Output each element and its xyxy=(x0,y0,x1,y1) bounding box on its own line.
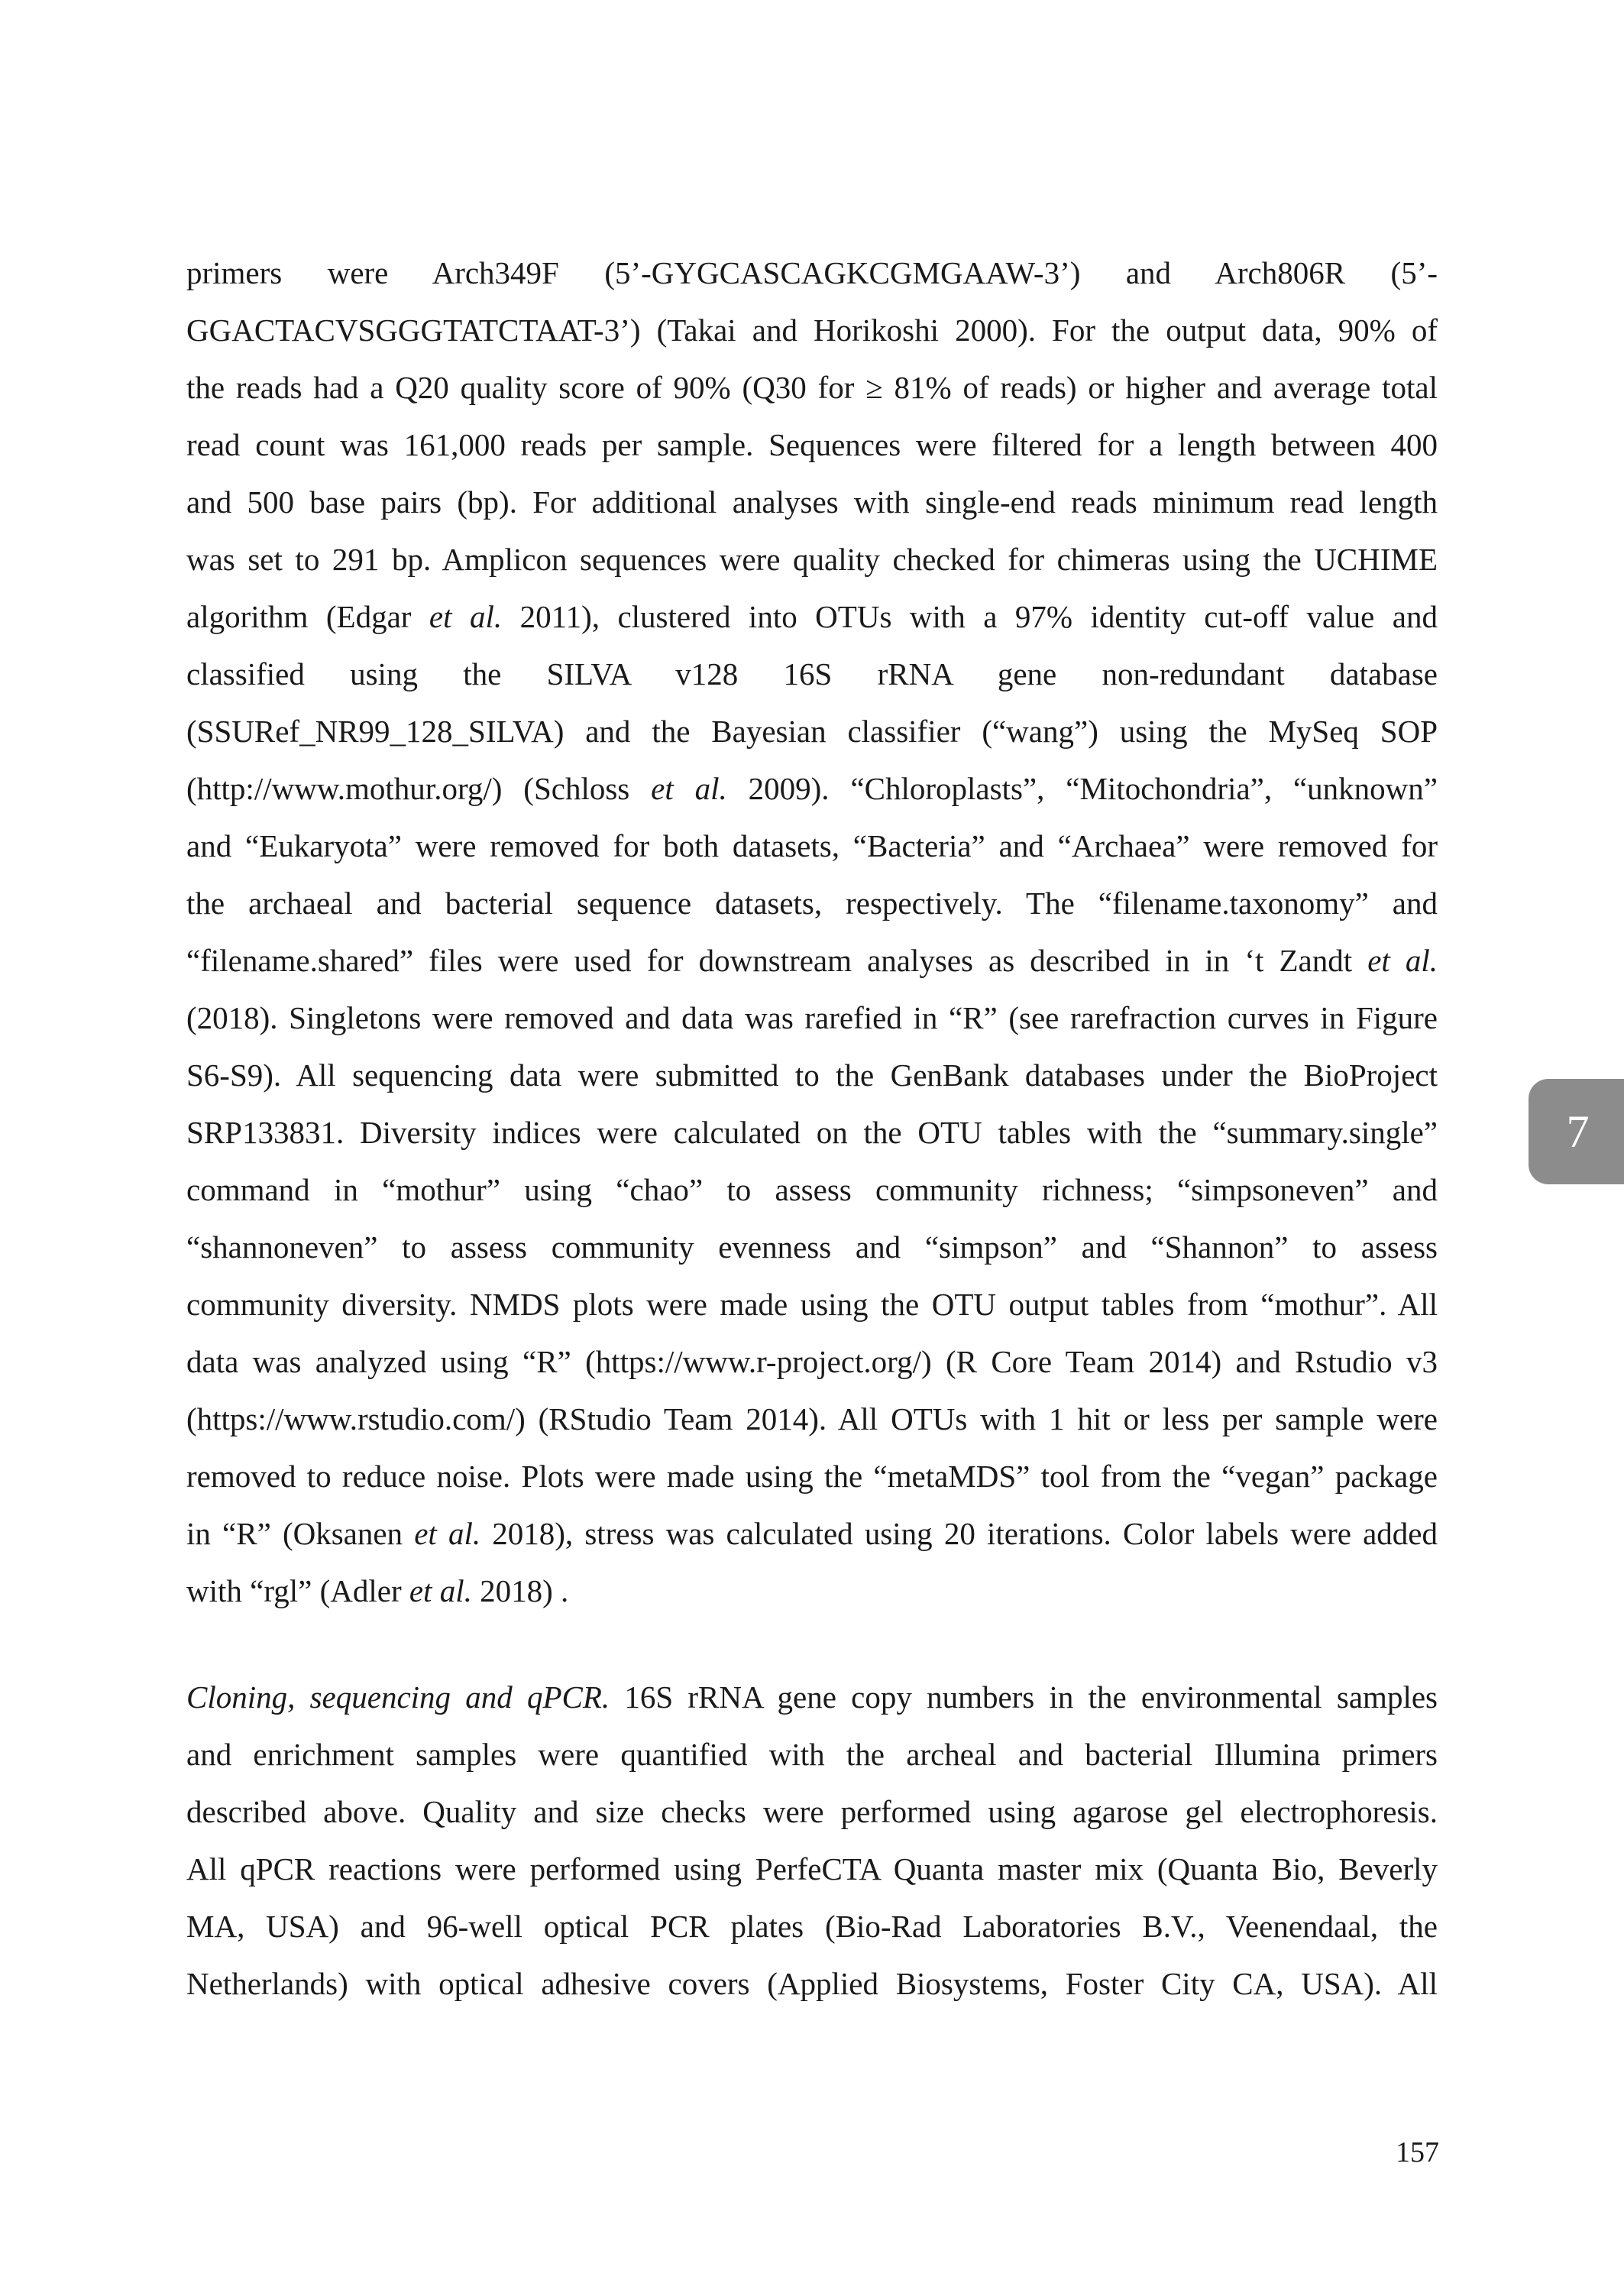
text-line: data was analyzed using “R” (https://www.r-project.org/) (R Core Team 2014) and Rstudio v3 xyxy=(186,1344,1438,1379)
text-line: All qPCR reactions were performed using PerfeCTA Quanta master mix (Quanta Bio, Beverly xyxy=(186,1851,1438,1887)
text-line: and “Eukaryota” were removed for both datasets, “Bacteria” and “Archaea” were removed for xyxy=(186,828,1438,863)
text-line: read count was 161,000 reads per sample. Sequences were filtered for a length between 400 xyxy=(186,427,1438,462)
text-line: Netherlands) with optical adhesive covers (Applied Biosystems, Foster City CA, USA). All xyxy=(186,1966,1438,2001)
text-line: GGACTACVSGGGTATCTAAT-3’) (Takai and Horikoshi 2000). For the output data, 90% of xyxy=(186,313,1438,348)
text-line: classified using the SILVA v128 16S rRNA gene non-redundant database xyxy=(186,656,1438,691)
text-line: and 500 base pairs (bp). For additional analyses with single-end reads minimum read length xyxy=(186,484,1438,520)
text-line: (2018). Singletons were removed and data was rarefied in “R” (see rarefraction curves in Figure xyxy=(186,1000,1438,1035)
text-line: “shannoneven” to assess community evenness and “simpson” and “Shannon” to assess xyxy=(186,1229,1438,1265)
text-line: algorithm (Edgar et al. 2011), clustered into OTUs with a 97% identity cut-off value and xyxy=(186,599,1438,634)
text-line: primers were Arch349F (5’-GYGCASCAGKCGMGAAW-3’) and Arch806R (5’- xyxy=(186,255,1438,290)
methods-paragraph-qpcr xyxy=(186,1669,1438,2013)
text-line: with “rgl” (Adler et al. 2018) . xyxy=(186,1573,569,1608)
text-line: and enrichment samples were quantified with the archeal and bacterial Illumina primers xyxy=(186,1737,1438,1772)
text-line: “filename.shared” files were used for downstream analyses as described in in ‘t Zandt et al. xyxy=(186,943,1438,978)
text-line: MA, USA) and 96-well optical PCR plates (Bio-Rad Laboratories B.V., Veenendaal, the xyxy=(186,1909,1438,1944)
text-line: S6-S9). All sequencing data were submitted to the GenBank databases under the BioProject xyxy=(186,1057,1438,1093)
methods-paragraph-sequencing xyxy=(186,245,1438,1620)
text-line: in “R” (Oksanen et al. 2018), stress was calculated using 20 iterations. Color labels were added xyxy=(186,1516,1438,1551)
text-line: was set to 291 bp. Amplicon sequences were quality checked for chimeras using the UCHIME xyxy=(186,542,1438,577)
chapter-tab: 7 xyxy=(1529,1079,1624,1184)
text-line: (https://www.rstudio.com/) (RStudio Team 2014). All OTUs with 1 hit or less per sample were xyxy=(186,1401,1438,1436)
text-line: described above. Quality and size checks were performed using agarose gel electrophoresis. xyxy=(186,1794,1438,1829)
text-line: community diversity. NMDS plots were made using the OTU output tables from “mothur”. All xyxy=(186,1287,1438,1322)
text-line: Cloning, sequencing and qPCR. 16S rRNA gene copy numbers in the environmental samples xyxy=(186,1679,1438,1715)
text-line: removed to reduce noise. Plots were made using the “metaMDS” tool from the “vegan” package xyxy=(186,1459,1438,1494)
text-line: the reads had a Q20 quality score of 90% (Q30 for ≥ 81% of reads) or higher and average total xyxy=(186,370,1438,405)
text-line: command in “mothur” using “chao” to assess community richness; “simpsoneven” and xyxy=(186,1172,1438,1207)
text-line: the archaeal and bacterial sequence datasets, respectively. The “filename.taxonomy” and xyxy=(186,886,1438,921)
text-line: SRP133831. Diversity indices were calculated on the OTU tables with the “summary.single” xyxy=(186,1115,1438,1150)
text-line: (http://www.mothur.org/) (Schloss et al. 2009). “Chloroplasts”, “Mitochondria”, “unknown” xyxy=(186,771,1438,806)
page-number: 157 xyxy=(1396,2136,1439,2168)
text-line: (SSURef_NR99_128_SILVA) and the Bayesian classifier (“wang”) using the MySeq SOP xyxy=(186,714,1438,749)
section-run-in-heading: Cloning, sequencing and qPCR. xyxy=(186,1679,610,1715)
